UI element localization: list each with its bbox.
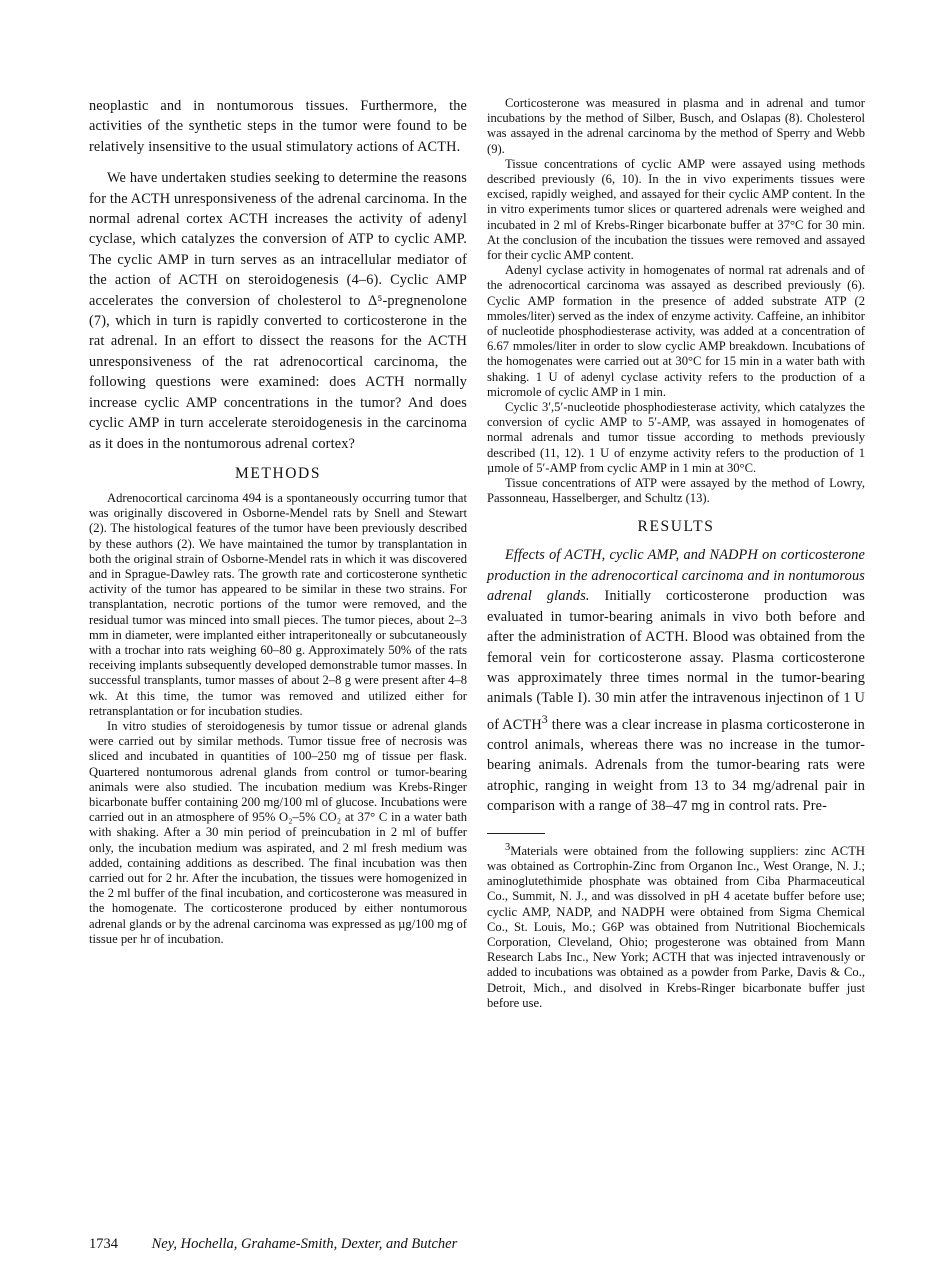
methods-heading: METHODS — [234, 464, 322, 482]
methods-paragraph-tumor: Adrenocortical carcinoma 494 is a spontaneously occurring tumor that was originally discovered in Osborne-Mendel rats by Snell and Stewart (2). The histological features of the tumor have been previously described by these authors (2). We have maintained the tumor by transplantation in both the original strain of Osborne-Mendel rats in which it was discovered and in Sprague-Dawley rats. The growth rate and corticosterone synthetic activity of the tumor has appeared to be similar in these two strains. For transplantation, necrotic portions of the tumor were removed, and the residual tumor was minced into small pieces. The tumor pieces, about 2–3 mm in diameter, were implanted either intraperitoneally or subcutaneously with a trochar into rats weighing 60–80 g. Approximately 50% of the rats receiving implants subsequently developed demonstrable tumor masses. In successful transplants, tumor masses of about 2–8 g were present after 4–8 wk. At this time, the tumor was removed and utilized either for retransplantation or for incubation studies. — [89, 490, 467, 718]
intro-paragraph-continued: neoplastic and in nontumorous tissues. Furthermore, the activities of the synthetic steps in the tumor were found to be relatively insensitive to the usual stimulatory actions of ACTH. — [89, 98, 467, 155]
footnote-marker: 3 — [505, 841, 511, 853]
footnote — [487, 840, 865, 1011]
page-number: 1734 — [89, 1236, 118, 1252]
methods-paragraph-cyclic-amp: Tissue concentrations of cyclic AMP were assayed using methods described previously (6, 10). In the in vivo experiments tissues were excised, rapidly weighed, and assayed for their cyclic AMP content. In the in vitro experiments tumor slices or quartered adrenals were weighed and incubated in 2 ml of Krebs-Ringer bicarbonate buffer at 37°C for 30 min. At the conclusion of the incubation the tissues were removed and assayed for their cyclic AMP content. — [487, 156, 865, 263]
methods-paragraph-atp: Tissue concentrations of ATP were assayed by the method of Lowry, Passonneau, Hasselberger, and Schultz (13). — [487, 476, 865, 506]
results-subsection-title: Effects of ACTH, cyclic AMP, and NADPH on corticosterone production in the adrenocortical carcinoma and in nontumorous adrenal glands. — [487, 547, 865, 605]
results-text-part-b: there was a clear increase in plasma corticosterone in control animals, whereas there was no increase in the tumor-bearing animals. Adrenals from the tumor-bearing rats were atrophic, ranging in weight from 13 to 34 mg/adrenal pair in comparison with a range of 38–47 mg in control rats. Pre- — [487, 716, 865, 815]
methods-paragraph-corticosterone: Corticosterone was measured in plasma and in adrenal and tumor incubations by the method of Silber, Busch, and Oslapas (8). Cholesterol was assayed in the adrenal carcinoma by the method of Sperry and Webb (9). — [487, 96, 865, 156]
running-authors: Ney, Hochella, Grahame-Smith, Dexter, and Butcher — [151, 1236, 458, 1252]
intro-paragraph: We have undertaken studies seeking to determine the reasons for the ACTH unresponsiveness of the adrenal carcinoma. In the normal adrenal cortex ACTH increases the activity of adenyl cyclase, which catalyzes the conversion of ATP to cyclic AMP. The cyclic AMP in turn serves as an intracellular mediator of the action of ACTH on steroidogenesis (4–6). Cyclic AMP accelerates the conversion of cholesterol to Δ⁵-pregnenolone (7), which in turn is rapidly converted to corticosterone in the rat adrenal. In an effort to dissect the reasons for the ACTH unresponsiveness of the rat adrenocortical carcinoma, the following questions were examined: does ACTH normally increase cyclic AMP concentrations in the tumor? And does cyclic AMP in turn accelerate steroidogenesis in the carcinoma as it does in the nontumorous adrenal cortex? — [89, 170, 467, 452]
page-footer — [89, 1236, 865, 1253]
methods-paragraph-adenyl-cyclase: Adenyl cyclase activity in homogenates of normal rat adrenals and of the adrenocortical carcinoma was assayed as described previously (6). Cyclic AMP formation in the presence of added substrate ATP (2 mmoles/liter) served as the index of enzyme activity. Caffeine, an inhibitor of nucleotide phosphodiesterase activity, was added at a concentration of 6.67 mmoles/liter in order to slow cyclic AMP breakdown. Incubations of the homogenates were carried out at 30°C for 15 min in a water bath with shaking. 1 U of adenyl cyclase activity refers to the production of a micromole of cyclic AMP in 1 min. — [487, 263, 865, 399]
footnote-divider — [487, 833, 545, 834]
results-heading: RESULTS — [637, 518, 715, 536]
methods-paragraph-phosphodiesterase: Cyclic 3′,5′-nucleotide phosphodiesterase activity, which catalyzes the conversion of cyclic AMP to 5′-AMP, was assayed in homogenates of normal adrenals and tumor tissue according to methods previously described (11, 12). 1 U of enzyme activity refers to the production of 1 µmole of 5′-AMP from cyclic AMP in 1 min at 30°C. — [487, 400, 865, 475]
right-column — [487, 96, 865, 1011]
results-paragraph — [487, 545, 865, 816]
left-column — [89, 96, 467, 947]
footnote-text: Materials were obtained from the following suppliers: zinc ACTH was obtained as Cortrophin-Zinc from Organon Inc., West Orange, N. J.; aminoglutethimide phosphate was obtained from Ciba Pharmaceutical Co., Summit, N. J., and was dissolved in pH 4 acetate buffer before use; cyclic AMP, NADP, and NADPH were obtained from Sigma Chemical Co., St. Louis, Mo.; G6P was obtained from Nutritional Biochemicals Corporation, Cleveland, Ohio; progesterone was obtained from Mann Research Labs Inc., New York; ACTH that was injected intravenously or added to incubations was obtained as a powder from Parke, Davis & Co., Detroit, Mich., and disolved in Krebs-Ringer bicarbonate buffer just before use. — [487, 843, 865, 1010]
methods-paragraph-in-vitro: In vitro studies of steroidogenesis by tumor tissue or adrenal glands were carried out by similar methods. Tumor tissue free of necrosis was sliced and incubated in quantities of 100–250 mg of tissue per flask. Quartered nontumorous adrenal glands from control or tumor-bearing animals were also studied. The incubation medium was Krebs-Ringer bicarbonate buffer containing 200 mg/100 ml of glucose. Incubations were carried out in an atmosphere of 95% O₂–5% CO₂ at 37° C in a water bath with shaking. After a 30 min period of preincubation in 2 ml of buffer only, the incubation medium was aspirated, and 2 ml fresh medium was added, containing additions as described. The final incubation was then carried out for 2 hr. After the incubation, the tissues were homogenized in the 2 ml buffer of the final incubation, and corticosterone was measured in the homogenate. The corticosterone produced by either nontumorous adrenal glands or by the adrenal carcinoma was expressed as µg/100 mg of tissue per hr of incubation. — [89, 718, 467, 946]
footnote-reference: 3 — [541, 711, 548, 726]
results-text-part-a: Initially corticosterone production was evaluated in tumor-bearing animals in vivo both before and after the administration of ACTH. Blood was obtained from the femoral vein for corticosterone assay. Plasma corticosterone was approximately three times normal in the tumor-bearing animals (Table I). 30 min atfer the intravenous injectinon of 1 U of ACTH — [487, 588, 865, 733]
